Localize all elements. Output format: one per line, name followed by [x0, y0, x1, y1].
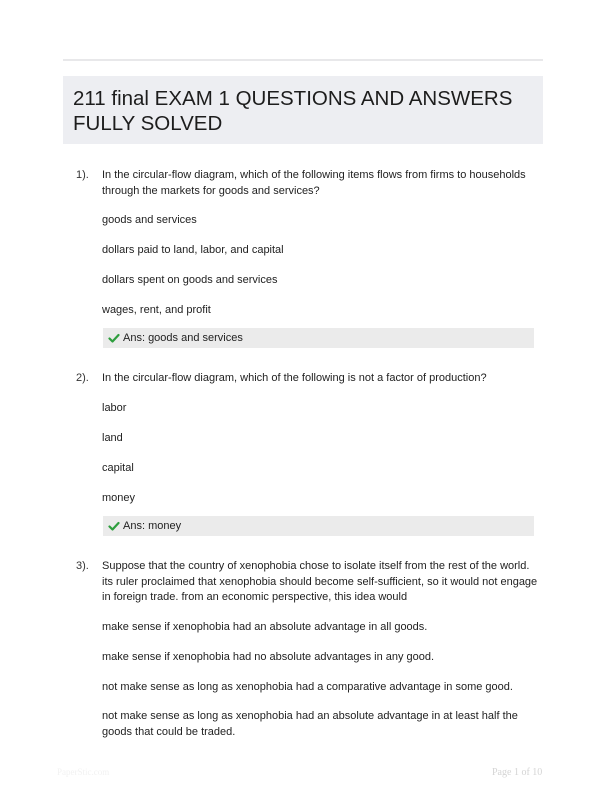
answer-text: Ans: money — [123, 520, 182, 532]
question-text: In the circular-flow diagram, which of the following is not a factor of production? — [102, 372, 487, 384]
question-number: 2). — [76, 372, 89, 384]
footer-site: PaperStic.com — [57, 767, 110, 777]
document-title: 211 final EXAM 1 QUESTIONS AND ANSWERS FULLY SOLVED — [73, 87, 513, 135]
question-text: Suppose that the country of xenophobia chose to isolate itself from the rest of the world. its ruler proclaimed that xenophobia should become self-sufficient, so it would not engage in foreign trade. from an economic perspective, this idea would — [102, 560, 538, 603]
option: not make sense as long as xenophobia had a comparative advantage in some good. — [102, 681, 513, 693]
option: dollars paid to land, labor, and capital — [102, 244, 284, 256]
option: money — [102, 492, 136, 504]
option: not make sense as long as xenophobia had an absolute advantage in at least half the goods that could be traded. — [102, 710, 518, 738]
answer-text: Ans: goods and services — [123, 332, 243, 344]
option: wages, rent, and profit — [102, 304, 211, 316]
top-divider — [63, 59, 543, 61]
answer-box — [103, 516, 534, 536]
question-text: In the circular-flow diagram, which of the following items flows from firms to households through the markets for goods and services? — [102, 169, 526, 197]
title-box — [63, 76, 543, 144]
page-number: Page 1 of 10 — [492, 767, 543, 778]
option: dollars spent on goods and services — [102, 274, 278, 286]
option: make sense if xenophobia had no absolute advantages in any good. — [102, 651, 435, 663]
option: make sense if xenophobia had an absolute advantage in all goods. — [102, 621, 428, 633]
check-icon — [108, 520, 120, 532]
question-number: 1). — [76, 169, 89, 181]
check-icon — [108, 332, 120, 344]
answer-box — [103, 328, 534, 348]
option: capital — [102, 462, 134, 474]
option: goods and services — [102, 214, 197, 226]
option: labor — [102, 402, 127, 414]
option: land — [102, 432, 123, 444]
question-number: 3). — [76, 560, 89, 572]
